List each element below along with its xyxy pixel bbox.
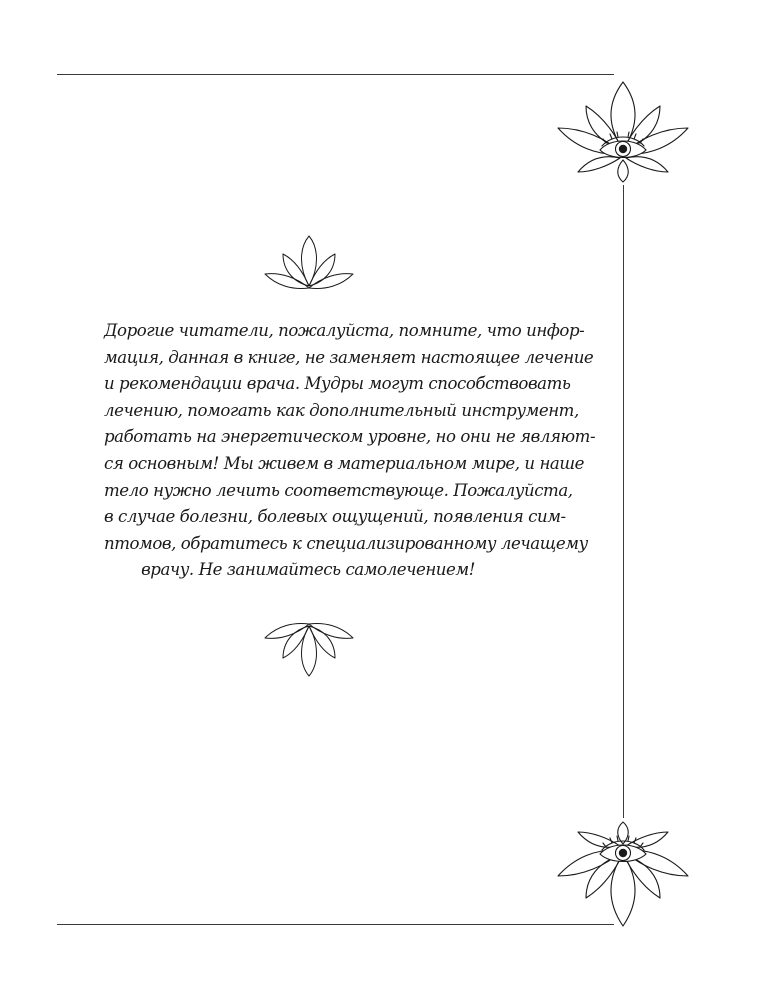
disclaimer-line: и рекомендации врача. Мудры могут способствовать (104, 374, 571, 394)
disclaimer-text (104, 318, 596, 584)
disclaimer-line: работать на энергетическом уровне, но они не являют- (104, 427, 596, 447)
disclaimer-line: ся основным! Мы живем в материальном мире, и наше (104, 453, 585, 473)
disclaimer-line: тело нужно лечить соответствующе. Пожалуйста, (104, 480, 573, 500)
disclaimer-line: Дорогие читатели, пожалуйста, помните, что инфор- (104, 321, 585, 340)
top-rule (57, 74, 614, 75)
lotus-icon (263, 234, 355, 292)
disclaimer-line: птомов, обратитесь к специализированному лечащему (104, 533, 588, 553)
lotus-eye-icon (556, 820, 690, 928)
bottom-rule (57, 924, 614, 925)
disclaimer-line: в случае болезни, болевых ощущений, появления сим- (104, 507, 566, 527)
disclaimer-line: врачу. Не занимайтесь самолечением! (141, 560, 475, 580)
lotus-icon (263, 620, 355, 678)
disclaimer-line: мация, данная в книге, не заменяет настоящее лечение (104, 347, 594, 367)
right-vertical-rule (623, 185, 624, 818)
lotus-eye-icon (556, 80, 690, 184)
disclaimer-line: лечению, помогать как дополнительный инструмент, (104, 400, 579, 420)
